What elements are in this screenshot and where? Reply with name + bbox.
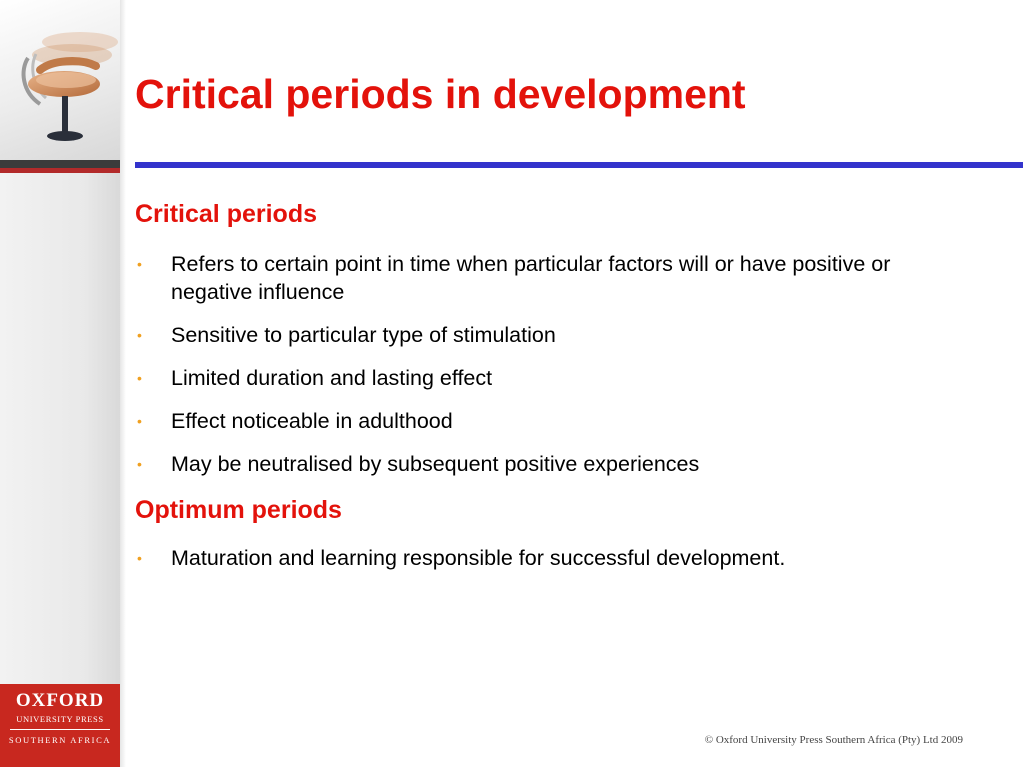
bullet-icon: • <box>137 370 142 386</box>
section-heading: Optimum periods <box>135 496 342 524</box>
logo-press: UNIVERSITY PRESS <box>16 714 104 724</box>
title-divider <box>135 162 1023 168</box>
bullet-text: Limited duration and lasting effect <box>171 366 493 390</box>
bullet-icon: • <box>137 550 142 566</box>
list-item <box>135 407 951 435</box>
bullet-list <box>135 250 995 478</box>
chair-icon <box>0 0 120 160</box>
list-item <box>135 450 951 478</box>
section-heading: Critical periods <box>135 200 317 228</box>
bullet-icon: • <box>137 256 142 272</box>
bullet-text: Refers to certain point in time when particular factors will or have positive or negative influence <box>171 252 891 304</box>
list-item <box>135 321 951 349</box>
bullet-list <box>135 544 995 572</box>
bullet-text: May be neutralised by subsequent positive experiences <box>171 452 700 476</box>
list-item <box>135 364 951 392</box>
list-item <box>135 250 951 306</box>
copyright-notice: © Oxford University Press Southern Africa (Pty) Ltd 2009 <box>704 734 963 746</box>
bullet-icon: • <box>137 327 142 343</box>
slide-title: Critical periods in development <box>135 71 746 117</box>
bullet-icon: • <box>137 413 142 429</box>
bullet-text: Effect noticeable in adulthood <box>171 409 453 433</box>
sidebar-shadow <box>120 0 126 767</box>
bullet-text: Maturation and learning responsible for successful development. <box>171 546 786 570</box>
section-optimum-periods <box>135 494 995 572</box>
sidebar-rule-red <box>0 168 120 173</box>
section-critical-periods <box>135 198 995 478</box>
chair-photo <box>0 0 120 160</box>
logo-region: SOUTHERN AFRICA <box>8 735 112 745</box>
sidebar-rule-dark <box>0 160 120 168</box>
oxford-logo <box>0 684 120 767</box>
bullet-text: Sensitive to particular type of stimulation <box>171 323 556 347</box>
bullet-icon: • <box>137 456 142 472</box>
list-item <box>135 544 951 572</box>
logo-divider <box>10 729 110 730</box>
logo-name: OXFORD <box>15 690 105 711</box>
slide-content <box>135 198 995 572</box>
